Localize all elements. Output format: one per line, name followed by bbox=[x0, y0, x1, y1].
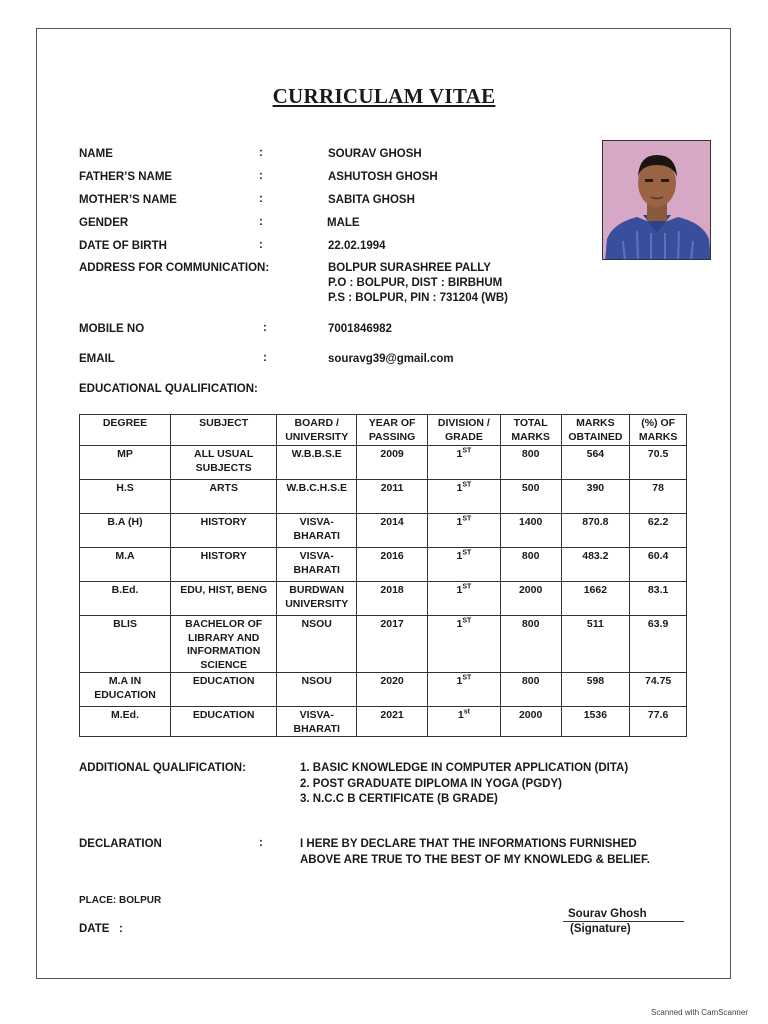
header-line: YEAR OF bbox=[368, 417, 416, 429]
cell-subject bbox=[171, 582, 277, 616]
subject-line: HISTORY bbox=[200, 516, 247, 528]
mobile-value: 7001846982 bbox=[328, 323, 392, 335]
header-line: MARKS bbox=[576, 417, 615, 429]
cell-degree bbox=[80, 616, 171, 673]
header-line: OBTAINED bbox=[568, 430, 623, 443]
cell-division bbox=[427, 480, 500, 514]
cell-obtained: 870.8 bbox=[561, 514, 630, 548]
cell-degree bbox=[80, 514, 171, 548]
division-value: 1 bbox=[456, 675, 463, 687]
table-row bbox=[80, 707, 687, 737]
degree-line: B.A (H) bbox=[107, 516, 143, 528]
signature-caption: (Signature) bbox=[570, 923, 631, 935]
personal-label: GENDER bbox=[79, 217, 129, 229]
cell-obtained: 390 bbox=[561, 480, 630, 514]
cell-subject bbox=[171, 514, 277, 548]
cell-total: 500 bbox=[500, 480, 561, 514]
address-line-1: BOLPUR SURASHREE PALLY bbox=[328, 262, 491, 274]
cell-total: 1400 bbox=[500, 514, 561, 548]
header-line: BOARD / bbox=[294, 417, 339, 429]
cell-percent: 62.2 bbox=[630, 514, 687, 548]
cell-obtained: 483.2 bbox=[561, 548, 630, 582]
cell-board bbox=[277, 616, 357, 673]
board-line: BHARATI bbox=[293, 529, 340, 542]
cell-year: 2011 bbox=[357, 480, 428, 514]
personal-value: SABITA GHOSH bbox=[328, 194, 415, 206]
subject-line: EDUCATION bbox=[192, 675, 255, 687]
table-header-cell bbox=[427, 415, 500, 446]
table-header-cell bbox=[561, 415, 630, 446]
additional-list bbox=[300, 761, 628, 808]
cell-board bbox=[277, 514, 357, 548]
cell-board bbox=[277, 582, 357, 616]
cell-year: 2021 bbox=[357, 707, 428, 737]
address-line-3: P.S : BOLPUR, PIN : 731204 (WB) bbox=[328, 292, 508, 304]
division-suffix: st bbox=[463, 708, 470, 716]
header-line: SUBJECT bbox=[199, 417, 249, 429]
header-line: (%) OF bbox=[641, 417, 676, 429]
additional-item-1: 1. BASIC KNOWLEDGE IN COMPUTER APPLICATION (DITA) bbox=[300, 762, 629, 774]
header-line: GRADE bbox=[444, 430, 483, 443]
board-line: BHARATI bbox=[293, 722, 340, 735]
table-row bbox=[80, 514, 687, 548]
division-value: 1 bbox=[456, 618, 463, 630]
cell-board bbox=[277, 673, 357, 707]
cell-percent: 63.9 bbox=[630, 616, 687, 673]
personal-value: 22.02.1994 bbox=[328, 240, 386, 252]
personal-value: SOURAV GHOSH bbox=[328, 148, 422, 160]
board-line: BHARATI bbox=[293, 563, 340, 576]
declaration-line-1: I HERE BY DECLARE THAT THE INFORMATIONS FURNISHED bbox=[300, 838, 637, 850]
degree-line: MP bbox=[117, 448, 133, 460]
subject-line: HISTORY bbox=[200, 550, 247, 562]
personal-colon: : bbox=[259, 239, 263, 251]
header-line: TOTAL bbox=[513, 417, 548, 429]
table-row bbox=[80, 673, 687, 707]
table-row bbox=[80, 582, 687, 616]
board-line: VISVA- bbox=[299, 550, 334, 562]
mobile-label: MOBILE NO bbox=[79, 323, 145, 335]
degree-line: M.Ed. bbox=[111, 709, 140, 721]
email-label: EMAIL bbox=[79, 353, 115, 365]
header-line: UNIVERSITY bbox=[285, 430, 349, 443]
degree-line: M.A IN bbox=[108, 675, 142, 687]
table-row bbox=[80, 446, 687, 480]
cell-year: 2014 bbox=[357, 514, 428, 548]
personal-colon: : bbox=[259, 216, 263, 228]
board-line: NSOU bbox=[301, 618, 332, 630]
cell-subject bbox=[171, 707, 277, 737]
division-value: 1 bbox=[456, 550, 463, 562]
cell-division bbox=[427, 582, 500, 616]
personal-label: NAME bbox=[79, 148, 113, 160]
cell-year: 2018 bbox=[357, 582, 428, 616]
cell-obtained: 598 bbox=[561, 673, 630, 707]
cell-board bbox=[277, 480, 357, 514]
cell-total: 800 bbox=[500, 548, 561, 582]
education-table bbox=[79, 414, 687, 737]
degree-line: EDUCATION bbox=[94, 688, 156, 701]
personal-colon: : bbox=[259, 170, 263, 182]
cell-degree bbox=[80, 582, 171, 616]
cell-subject bbox=[171, 480, 277, 514]
personal-label: DATE OF BIRTH bbox=[79, 240, 167, 252]
degree-line: BLIS bbox=[113, 618, 137, 630]
scanner-footer: Scanned with CamScanner bbox=[651, 1008, 748, 1017]
email-colon: : bbox=[263, 352, 267, 364]
cell-division bbox=[427, 707, 500, 737]
cell-percent: 74.75 bbox=[630, 673, 687, 707]
board-line: W.B.B.S.E bbox=[291, 448, 342, 460]
address-label: ADDRESS FOR COMMUNICATION: bbox=[79, 262, 270, 274]
cell-year: 2020 bbox=[357, 673, 428, 707]
table-header-cell bbox=[357, 415, 428, 446]
cell-degree bbox=[80, 673, 171, 707]
subject-line: EDU, HIST, BENG bbox=[180, 584, 268, 596]
cell-percent: 78 bbox=[630, 480, 687, 514]
personal-colon: : bbox=[259, 147, 263, 159]
cell-division bbox=[427, 616, 500, 673]
cell-percent: 60.4 bbox=[630, 548, 687, 582]
declaration-text bbox=[300, 837, 650, 868]
cell-obtained: 564 bbox=[561, 446, 630, 480]
mobile-colon: : bbox=[263, 322, 267, 334]
table-header-cell bbox=[630, 415, 687, 446]
cell-total: 800 bbox=[500, 616, 561, 673]
signature-name: Sourav Ghosh bbox=[568, 908, 647, 920]
subject-line: BACHELOR OF bbox=[185, 618, 263, 630]
board-line: UNIVERSITY bbox=[285, 597, 349, 610]
table-header-cell bbox=[80, 415, 171, 446]
division-value: 1 bbox=[457, 709, 464, 721]
division-value: 1 bbox=[456, 516, 463, 528]
division-value: 1 bbox=[456, 448, 463, 460]
cell-obtained: 511 bbox=[561, 616, 630, 673]
table-header-cell bbox=[277, 415, 357, 446]
place-text: PLACE: BOLPUR bbox=[79, 895, 162, 906]
cell-total: 800 bbox=[500, 673, 561, 707]
cell-board bbox=[277, 707, 357, 737]
division-suffix: ST bbox=[462, 549, 472, 557]
cell-degree bbox=[80, 548, 171, 582]
additional-label: ADDITIONAL QUALIFICATION: bbox=[79, 762, 246, 774]
cell-total: 2000 bbox=[500, 707, 561, 737]
division-suffix: ST bbox=[462, 617, 472, 625]
personal-colon: : bbox=[259, 193, 263, 205]
subject-line: LIBRARY AND bbox=[187, 631, 260, 644]
cell-percent: 70.5 bbox=[630, 446, 687, 480]
cell-obtained: 1662 bbox=[561, 582, 630, 616]
cell-board bbox=[277, 446, 357, 480]
division-suffix: ST bbox=[462, 481, 472, 489]
cell-subject bbox=[171, 446, 277, 480]
table-row bbox=[80, 548, 687, 582]
cell-percent: 77.6 bbox=[630, 707, 687, 737]
division-suffix: ST bbox=[462, 674, 472, 682]
table-header-cell bbox=[171, 415, 277, 446]
cell-degree bbox=[80, 480, 171, 514]
degree-line: H.S bbox=[116, 482, 134, 494]
personal-label: MOTHER’S NAME bbox=[79, 194, 177, 206]
date-label: DATE : bbox=[79, 923, 123, 935]
table-header-row bbox=[80, 415, 687, 446]
cell-board bbox=[277, 548, 357, 582]
division-suffix: ST bbox=[462, 515, 472, 523]
header-line: MARKS bbox=[511, 430, 550, 443]
division-value: 1 bbox=[456, 482, 463, 494]
division-value: 1 bbox=[456, 584, 463, 596]
board-line: BURDWAN bbox=[289, 584, 345, 596]
subject-line: EDUCATION bbox=[192, 709, 255, 721]
cell-year: 2017 bbox=[357, 616, 428, 673]
declaration-label: DECLARATION bbox=[79, 838, 162, 850]
education-heading: EDUCATIONAL QUALIFICATION: bbox=[79, 383, 258, 395]
cell-division bbox=[427, 673, 500, 707]
table-header-cell bbox=[500, 415, 561, 446]
cell-degree bbox=[80, 707, 171, 737]
board-line: VISVA- bbox=[299, 709, 334, 721]
subject-line: ARTS bbox=[209, 482, 238, 494]
declaration-line-2: ABOVE ARE TRUE TO THE BEST OF MY KNOWLEDG & BELIEF. bbox=[300, 853, 650, 866]
cell-subject bbox=[171, 616, 277, 673]
header-line: DEGREE bbox=[102, 417, 148, 429]
email-value: souravg39@gmail.com bbox=[328, 353, 454, 365]
cell-year: 2009 bbox=[357, 446, 428, 480]
table-row bbox=[80, 616, 687, 673]
cell-year: 2016 bbox=[357, 548, 428, 582]
personal-value: MALE bbox=[327, 217, 360, 229]
subject-line: SCIENCE bbox=[200, 658, 247, 671]
page-title: CURRICULAM VITAE bbox=[272, 84, 496, 108]
header-line: DIVISION / bbox=[437, 417, 490, 429]
cell-total: 2000 bbox=[500, 582, 561, 616]
division-suffix: ST bbox=[462, 583, 472, 591]
declaration-colon: : bbox=[259, 837, 263, 849]
division-suffix: ST bbox=[462, 447, 472, 455]
header-line: MARKS bbox=[638, 430, 678, 443]
cell-total: 800 bbox=[500, 446, 561, 480]
cell-subject bbox=[171, 673, 277, 707]
address-line-2: P.O : BOLPUR, DIST : BIRBHUM bbox=[328, 277, 503, 289]
cell-percent: 83.1 bbox=[630, 582, 687, 616]
board-line: NSOU bbox=[301, 675, 332, 687]
degree-line: M.A bbox=[115, 550, 135, 562]
subject-line: ALL USUAL bbox=[194, 448, 254, 460]
cell-division bbox=[427, 446, 500, 480]
personal-label: FATHER’S NAME bbox=[79, 171, 173, 183]
personal-value: ASHUTOSH GHOSH bbox=[328, 171, 438, 183]
cell-division bbox=[427, 548, 500, 582]
subject-line: INFORMATION bbox=[187, 645, 261, 657]
cell-division bbox=[427, 514, 500, 548]
additional-item-3: 3. N.C.C B CERTIFICATE (B GRADE) bbox=[300, 793, 498, 805]
degree-line: B.Ed. bbox=[111, 584, 139, 596]
table-row bbox=[80, 480, 687, 514]
subject-line: SUBJECTS bbox=[195, 461, 252, 474]
cell-subject bbox=[171, 548, 277, 582]
additional-item-2: 2. POST GRADUATE DIPLOMA IN YOGA (PGDY) bbox=[300, 777, 562, 790]
header-line: PASSING bbox=[368, 430, 416, 443]
board-line: VISVA- bbox=[299, 516, 334, 528]
cell-obtained: 1536 bbox=[561, 707, 630, 737]
cell-degree bbox=[80, 446, 171, 480]
profile-photo bbox=[602, 140, 711, 260]
board-line: W.B.C.H.S.E bbox=[286, 482, 348, 494]
